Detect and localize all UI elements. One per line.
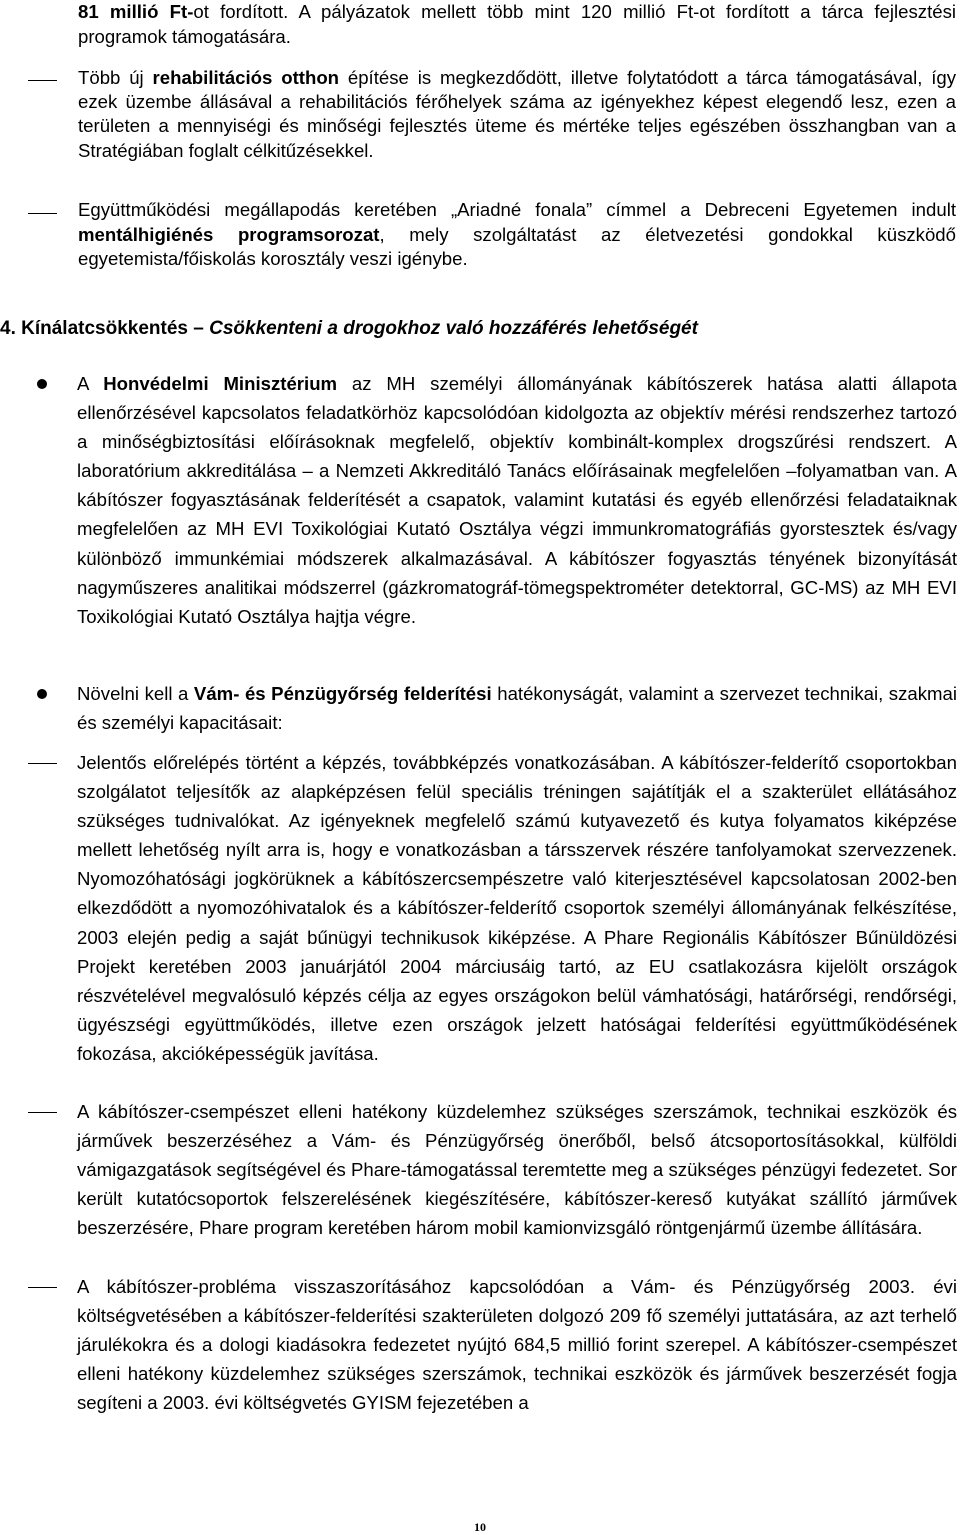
heading-number: 4. Kínálatcsökkentés – xyxy=(0,318,204,339)
budget-paragraph: A kábítószer-probléma visszaszorításához kapcsolódóan a Vám- és Pénzügyőrség 2003. évi költségvetésében a kábítószer-felderítési szakterületen dolgozó 209 fő személyi juttatására, az azt terhelő járulékokra és a dologi kiadásokra fedezetet nyújtó 684,5 millió forint szerepel. A kábítószer-csempészet elleni hatékony küzdelemhez szükséges szerszámok, technikai eszközök és járművek beszerzését fogja segíteni a 2003. évi költségvetés GYISM fejezetében a xyxy=(77,1276,957,1414)
dash-marker xyxy=(28,763,57,764)
hm-text-a: A xyxy=(77,373,104,394)
hm-text-c: az MH személyi állományának kábítószerek hatása alatti állapota ellenőrzésével kapcsolatos feladatkörhöz kapcsolódóan kidolgozta az objektív mérési rendszerhez tartozó a minőségbiztosítási előírásoknak megfelelő, objektív kombinált-komplex drogszűrési rendszert. A laboratórium akkreditálása – a Nemzeti Akkreditáló Tanács előírásainak megfelelően –folyamatban van. A kábítószer fogyasztásának felderítését a csapatok, valamint kutatási és egyéb ellenőrzési feladataiknak megfelelően az MH EVI Toxikológiai Kutató Osztálya végzi immunkromatográfiás gyorstesztek és/vagy különböző immunkémiai módszerek alkalmazásával. A kábítószer fogyasztás tényének bizonyítását nagyműszeres analitikai módszerrel (gázkromatográf-tömegspektrométer detektorral, GC-MS) az MH EVI Toxikológiai Kutató Osztálya hajtja végre. xyxy=(77,373,958,627)
heading-italic: Csökkenteni a drogokhoz való hozzáférés lehetőségét xyxy=(209,318,698,339)
mental-text-c: , mely szolgáltatást az életvezetési gondokkal küszködő egyetemista/főiskolás korosztály veszi igénybe. xyxy=(78,223,956,270)
equipment-paragraph: A kábítószer-csempészet elleni hatékony küzdelemhez szükséges szerszámok, technikai eszközök és járművek beszerzéséhez a Vám- és Pénzügyőrség önerőből, belső átcsoportosításokkal, külföldi vámigazgatások segítségével és Phare-támogatással teremtette meg a szükséges pénzügyi fedezetet. Sor került kutatócsoportok felszerelésének kiegészítésére, kábítószer-kereső kutyákat szállító járművek beszerzésére, Phare program keretében három mobil kamionvizsgáló röntgenjármű üzembe állítására. xyxy=(77,1101,957,1239)
intro-paragraph xyxy=(78,0,956,49)
dash-marker xyxy=(28,1287,57,1288)
dash-marker xyxy=(28,213,57,214)
mental-text-a: Együttműködési megállapodás keretében „Ariadné fonala” címmel a Debreceni Egyetemen indult xyxy=(78,199,956,220)
vam-bold: Vám- és Pénzügyőrség felderítési xyxy=(193,683,492,704)
dash-marker xyxy=(28,80,57,81)
hm-paragraph xyxy=(77,369,957,631)
bullet-dot xyxy=(37,689,47,699)
vam-text-a: Növelni kell a xyxy=(77,683,194,704)
section-heading xyxy=(0,316,698,342)
bullet-dot xyxy=(37,379,47,389)
intro-bold: 81 millió Ft- xyxy=(78,1,194,22)
mental-paragraph xyxy=(78,198,956,272)
intro-text: ot fordított. A pályázatok mellett több mint 120 millió Ft-ot fordított a tárca fejlesztési programok támogatására. xyxy=(78,1,957,47)
vam-paragraph xyxy=(77,679,957,737)
rehab-bold: rehabilitációs otthon xyxy=(152,67,340,88)
rehab-paragraph xyxy=(78,66,956,163)
hm-bold: Honvédelmi Minisztérium xyxy=(103,373,338,394)
training-paragraph: Jelentős előrelépés történt a képzés, továbbképzés vonatkozásában. A kábítószer-felderítő csoportokban szolgálatot teljesítők az alapképzésen felül speciális tréningen sajátítják el a szakterület ellátásához szükséges tudnivalókat. Az igényeknek megfelelő számú kutyavezető és kutya folyamatos kiképzése mellett lehetőség nyílt arra is, hogy e vonatkozásban a társszervek részére tanfolyamokat szervezzenek. Nyomozóhatósági jogkörüknek a kábítószercsempészetre való kiterjesztésével kapcsolatosan 2002-ben elkezdődött a nyomozóhivatalok és a kábítószer-felderítő csoportok személyi állományának felkészítése, 2003 elején pedig a saját bűnügyi technikusok kiképzése. A Phare Regionális Kábítószer Bűnüldözési Projekt keretében 2003 januárjától 2004 márciusáig tartó, az EU csatlakozásra kijelölt országok részvételével megvalósuló képzés célja az egyes országokon belül vámhatósági, határőrségi, rendőrségi, ügyészségi együttműködés, illetve ezen országok jelzett hatóságai felderítési együttműködésének fokozása, akcióképességük javítása. xyxy=(77,752,957,1064)
page-number: 10 xyxy=(474,1520,486,1534)
vam-text-c: hatékonyságát, valamint a szervezet technikai, szakmai és személyi kapacitásait: xyxy=(77,683,958,734)
mental-bold: mentálhigiénés programsorozat xyxy=(78,223,380,245)
dash-marker xyxy=(28,1112,57,1113)
rehab-text-a: Több új xyxy=(78,67,153,88)
rehab-text-c: építése is megkezdődött, illetve folytatódott a tárca támogatásával, így ezek üzembe állásával a rehabilitációs férőhelyek száma az igényekhez képest elegendő lesz, ezen a területen a mennyiségi és minőségi fejlesztés üteme és mértéke teljes egészében összhangban van a Stratégiában foglalt célkitűzésekkel. xyxy=(78,67,956,161)
